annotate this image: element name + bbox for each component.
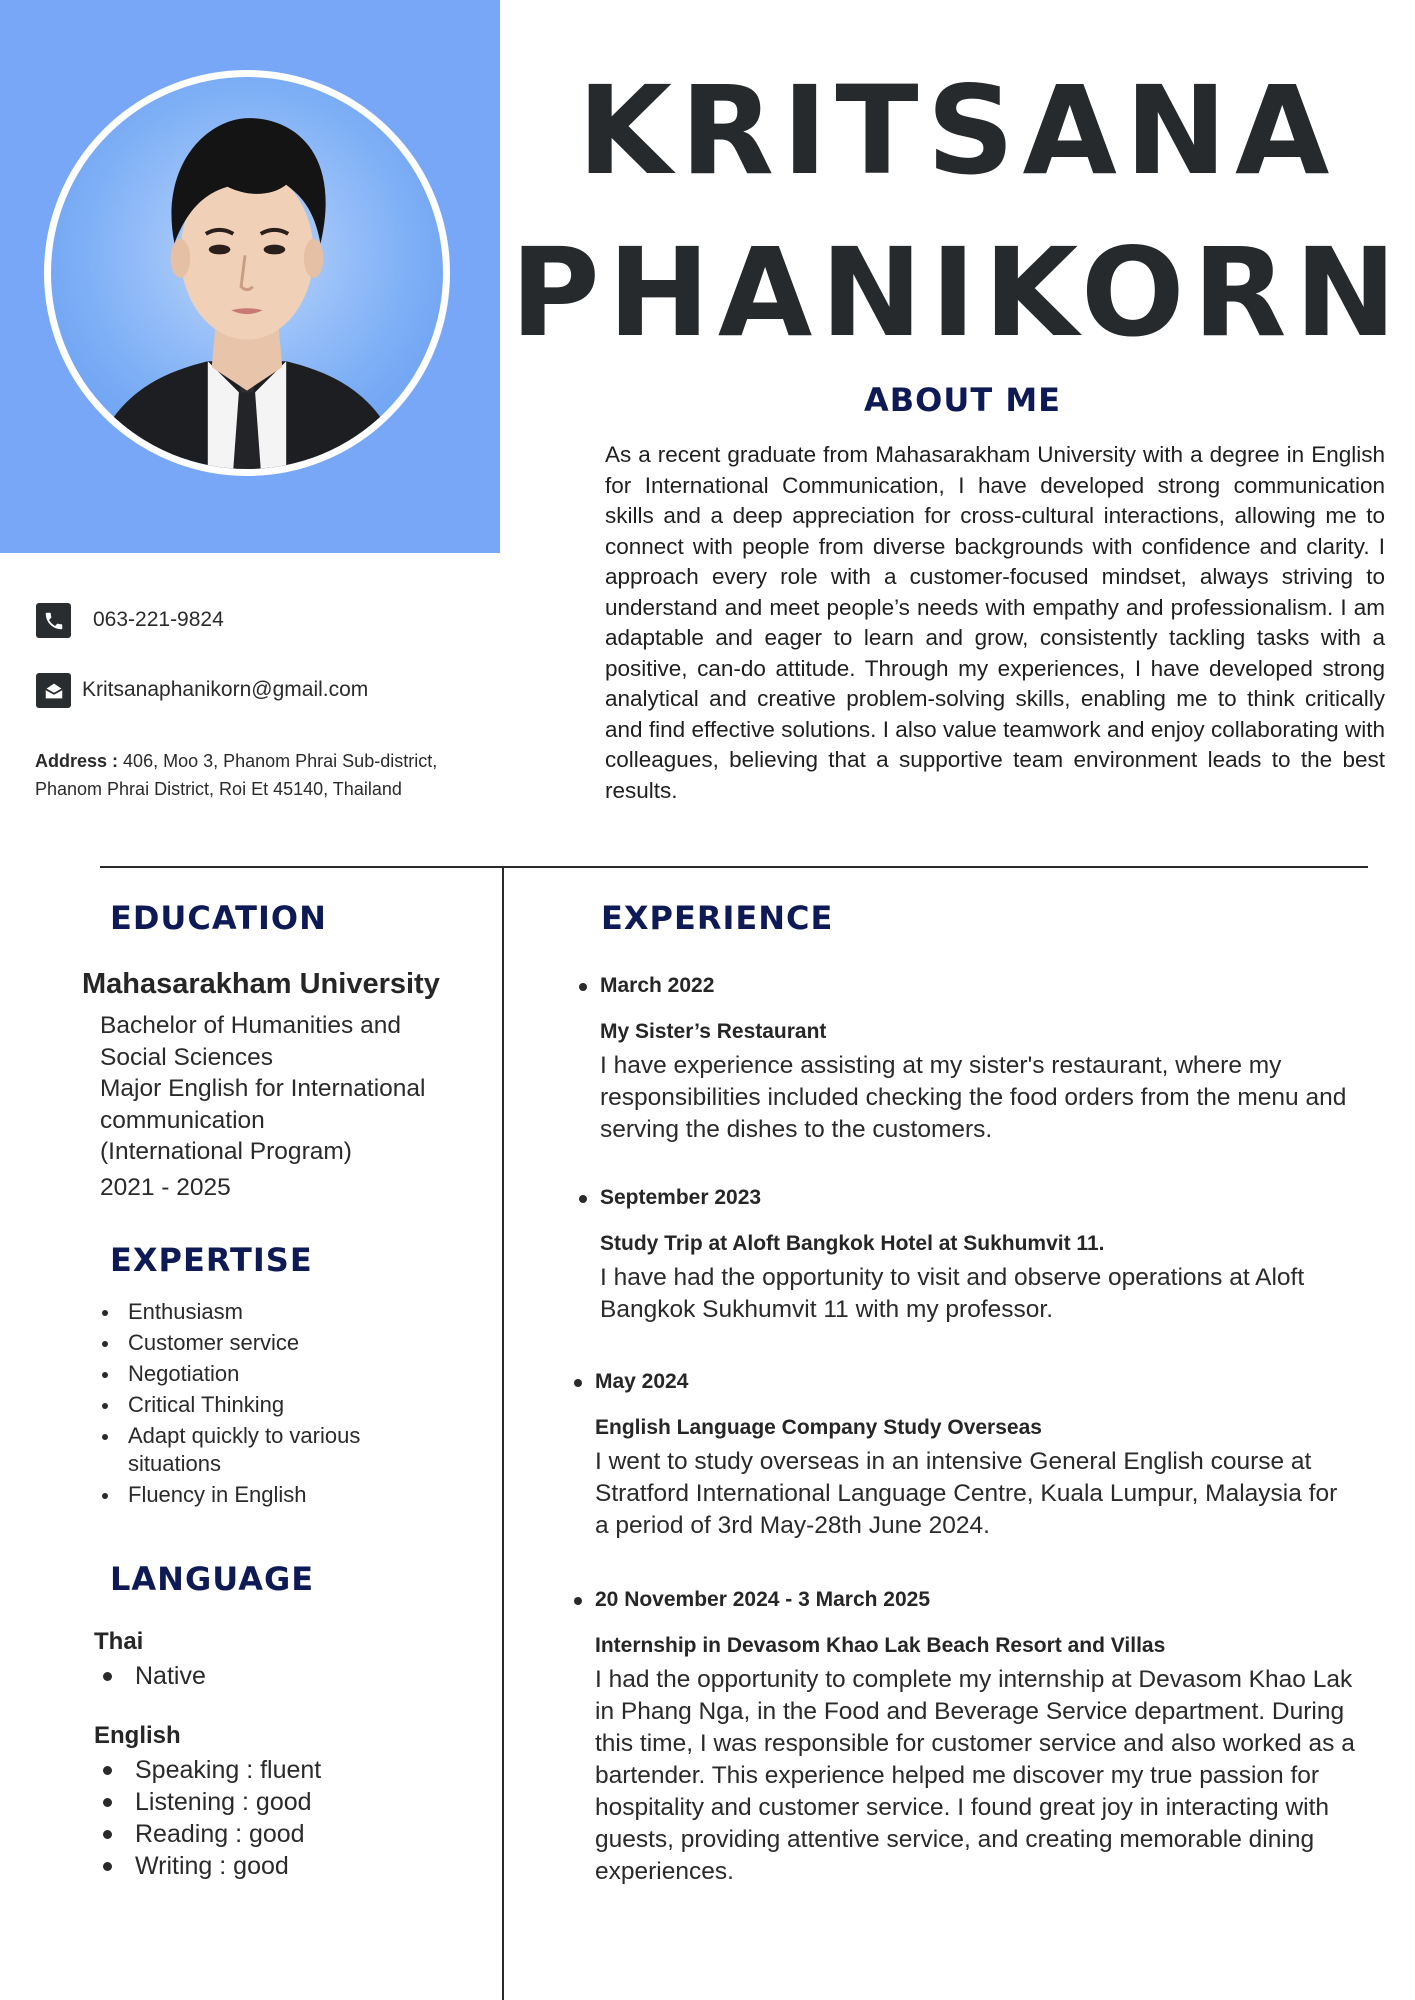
list-item: Negotiation	[100, 1360, 490, 1388]
first-name: KRITSANA	[577, 60, 1338, 202]
horizontal-divider	[100, 866, 1368, 868]
address-line2: Phanom Phrai District, Roi Et 45140, Thailand	[35, 779, 402, 799]
degree-details	[100, 1010, 490, 1168]
address-line1: 406, Moo 3, Phanom Phrai Sub-district,	[123, 751, 438, 771]
list-item: Reading : good	[103, 1818, 483, 1850]
major-line: (International Program)	[100, 1138, 352, 1165]
experience-item	[595, 1588, 1355, 1888]
phone-number[interactable]: 063-221-9824	[93, 608, 224, 631]
phone-icon	[36, 603, 71, 638]
list-item: Fluency in English	[100, 1481, 490, 1509]
last-name: PHANIKORN	[510, 222, 1405, 364]
expertise-list	[100, 1298, 490, 1512]
degree-line: Social Sciences	[100, 1043, 273, 1071]
list-item: Speaking : fluent	[103, 1754, 483, 1786]
job-date: March 2022	[600, 974, 1360, 998]
profile-photo	[44, 70, 450, 476]
english-level-list	[103, 1754, 483, 1882]
about-text: As a recent graduate from Mahasarakham University with a degree in English for International Communication, I have developed strong communication skills and a deep appreciation for cross-cultural interactions, allowing me to connect with people from diverse backgrounds with confidence and clarity. I approach every role with a customer-focused mindset, always striving to understand and meet people’s needs with empathy and professionalism. I am adaptable and eager to learn and grow, consistently tackling tasks with a positive, can-do attitude. Through my experiences, I have developed strong analytical and creative problem-solving skills, enabling me to think critically and find effective solutions. I also value teamwork and enjoy collaborating with colleagues, believing that a supportive team environment leads to the best results.	[605, 442, 1385, 803]
email-address[interactable]: Kritsanaphanikorn@gmail.com	[82, 678, 369, 701]
job-description: I have experience assisting at my sister's restaurant, where my responsibilities included checking the food orders from the menu and serving the dishes to the customers.	[600, 1052, 1347, 1143]
job-description: I went to study overseas in an intensive General English course at Stratford International Language Centre, Kuala Lumpur, Malaysia for a period of 3rd May-28th June 2024.	[595, 1448, 1338, 1539]
language-english: English	[94, 1722, 181, 1749]
job-role: My Sister’s Restaurant	[600, 1020, 827, 1043]
major-line: Major English for International	[100, 1075, 426, 1102]
education-years: 2021 - 2025	[100, 1174, 231, 1201]
job-role: English Language Company Study Overseas	[595, 1416, 1042, 1439]
education-title: EDUCATION	[110, 899, 327, 937]
experience-item	[595, 1370, 1355, 1542]
list-item: Adapt quickly to various situations	[100, 1422, 428, 1478]
list-item: Native	[103, 1660, 483, 1692]
list-item: Critical Thinking	[100, 1391, 490, 1419]
major-line: communication	[100, 1106, 265, 1134]
list-item: Customer service	[100, 1329, 490, 1357]
thai-level-list	[103, 1660, 483, 1692]
job-description: I had the opportunity to complete my internship at Devasom Khao Lak in Phang Nga, in the Food and Beverage Service department. During this time, I was responsible for customer service and also worked as a bartender. This experience helped me discover my true passion for hospitality and customer service. I found great joy in interacting with guests, providing attentive service, and creating memorable dining experiences.	[595, 1666, 1355, 1885]
job-date: 20 November 2024 - 3 March 2025	[595, 1588, 1355, 1612]
address-label: Address :	[35, 751, 119, 771]
job-date: May 2024	[595, 1370, 1355, 1394]
experience-item	[600, 1186, 1360, 1326]
expertise-title: EXPERTISE	[110, 1241, 313, 1279]
experience-item	[600, 974, 1360, 1146]
job-date: September 2023	[600, 1186, 1360, 1210]
about-title: ABOUT ME	[864, 381, 1062, 419]
list-item: Writing : good	[103, 1850, 483, 1882]
university-name: Mahasarakham University	[82, 968, 440, 1000]
language-title: LANGUAGE	[110, 1560, 315, 1598]
portrait-illustration	[51, 77, 443, 469]
list-item: Listening : good	[103, 1786, 483, 1818]
language-thai: Thai	[94, 1628, 144, 1655]
job-role: Study Trip at Aloft Bangkok Hotel at Sukhumvit 11.	[600, 1232, 1105, 1255]
job-description: I have had the opportunity to visit and observe operations at Aloft Bangkok Sukhumvit 11 with my professor.	[600, 1264, 1305, 1323]
vertical-divider	[502, 868, 504, 2000]
list-item: Enthusiasm	[100, 1298, 490, 1326]
experience-title: EXPERIENCE	[601, 899, 834, 937]
email-icon	[36, 673, 71, 708]
degree-line: Bachelor of Humanities and	[100, 1012, 401, 1039]
address	[35, 747, 505, 803]
job-role: Internship in Devasom Khao Lak Beach Resort and Villas	[595, 1634, 1166, 1657]
